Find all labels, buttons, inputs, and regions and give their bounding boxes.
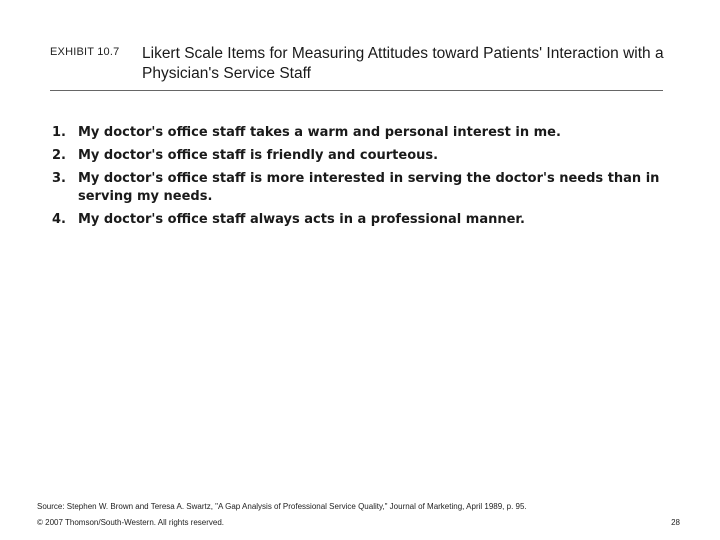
item-text: My doctor's office staff takes a warm and personal interest in me. [78,125,561,140]
item-text: My doctor's office staff is more interested in serving the doctor's needs than in serving my needs. [78,171,660,204]
likert-item [52,147,672,165]
exhibit-label: EXHIBIT 10.7 [50,46,120,58]
likert-item-list [52,124,672,234]
item-number: 1. [52,125,66,140]
likert-item [52,124,672,142]
exhibit-title: Likert Scale Items for Measuring Attitudes toward Patients' Interaction with a Physician's Service Staff [142,45,664,82]
likert-item [52,170,672,206]
header-divider [50,90,663,91]
source-citation: Source: Stephen W. Brown and Teresa A. Swartz, "A Gap Analysis of Professional Service Quality," Journal of Marketing, April 1989, p. 95. [37,502,527,511]
page-number: 28 [671,518,680,527]
item-number: 3. [52,171,66,186]
item-number: 2. [52,148,66,163]
likert-item [52,211,672,229]
item-number: 4. [52,212,66,227]
item-text: My doctor's office staff always acts in a professional manner. [78,212,525,227]
item-text: My doctor's office staff is friendly and courteous. [78,148,439,163]
copyright-notice: © 2007 Thomson/South-Western. All rights reserved. [37,518,225,527]
